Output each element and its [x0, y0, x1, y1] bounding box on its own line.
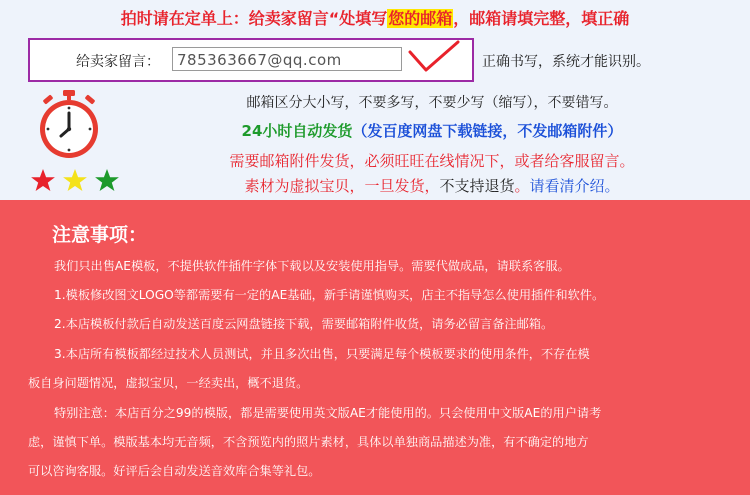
order-headline [0, 6, 750, 29]
alarm-clock-icon [34, 90, 104, 160]
delivery-note-blue: （发百度网盘下载链接，不发邮箱附件） [352, 122, 623, 140]
order-instruction-panel [0, 0, 750, 200]
notice-line: 1.模板修改图文LOGO等都需要有一定的AE基础，新手请谨慎购买，店主不指导怎么使用插件和软件。 [54, 288, 605, 302]
headline-part1: 拍时请在定单上：给卖家留言“处填写 [120, 9, 388, 28]
check-mark-icon [408, 40, 460, 74]
message-label: 给卖家留言： [76, 54, 160, 70]
notice-line: 特别注意：本店百分之99的模版，都是需要使用英文版AE才能使用的。只会使用中文版AE的用户请考 [54, 406, 602, 420]
headline-highlight: 您的邮箱 [388, 9, 453, 28]
delivery-note [132, 120, 732, 141]
virtual-goods-note [132, 175, 732, 196]
email-format-note: 邮箱区分大小写，不要多写，不要少写（缩写），不要错写。 [246, 95, 618, 111]
notice-line: 板自身问题情况，虚拟宝贝，一经卖出，概不退货。 [28, 376, 309, 390]
virtual-note-part2: 。 [514, 177, 530, 195]
star-red-icon [31, 169, 55, 191]
star-green-icon [95, 169, 119, 191]
notice-panel [0, 200, 750, 495]
notice-line: 2.本店模板付款后自动发送百度云网盘链接下载，需要邮箱附件收货，请务必留言备注邮箱。 [54, 317, 554, 331]
notice-title: 注意事项： [52, 224, 148, 246]
message-input: 785363667@qq.com [172, 47, 402, 71]
virtual-note-black: 不支持退货 [439, 177, 515, 195]
notice-line: 可以咨询客服。好评后会自动发送音效库合集等礼包。 [28, 464, 321, 478]
star-yellow-icon [63, 169, 87, 191]
attachment-note: 需要邮箱附件发货，必须旺旺在线情况下，或者给客服留言。 [229, 152, 635, 170]
virtual-note-part1: 素材为虚拟宝贝，一旦发货， [244, 177, 440, 195]
delivery-note-green: 24小时自动发货 [241, 122, 353, 140]
message-note: 正确书写，系统才能识别。 [482, 54, 650, 70]
rating-stars [30, 168, 126, 194]
notice-line: 3.本店所有模板都经过技术人员测试，并且多次出售，只要满足每个模板要求的使用条件，不存在模 [54, 347, 590, 361]
notice-line: 我们只出售AE模板，不提供软件插件字体下载以及安装使用指导。需要代做成品，请联系客服。 [54, 259, 570, 273]
headline-part2: ，邮箱请填完整，填正确 [453, 9, 630, 28]
virtual-note-blue: 请看清介绍。 [529, 177, 620, 195]
notice-line: 虑，谨慎下单。模版基本均无音频，不含预览内的照片素材，具体以单独商品描述为准，有不确定的地方 [28, 435, 589, 449]
